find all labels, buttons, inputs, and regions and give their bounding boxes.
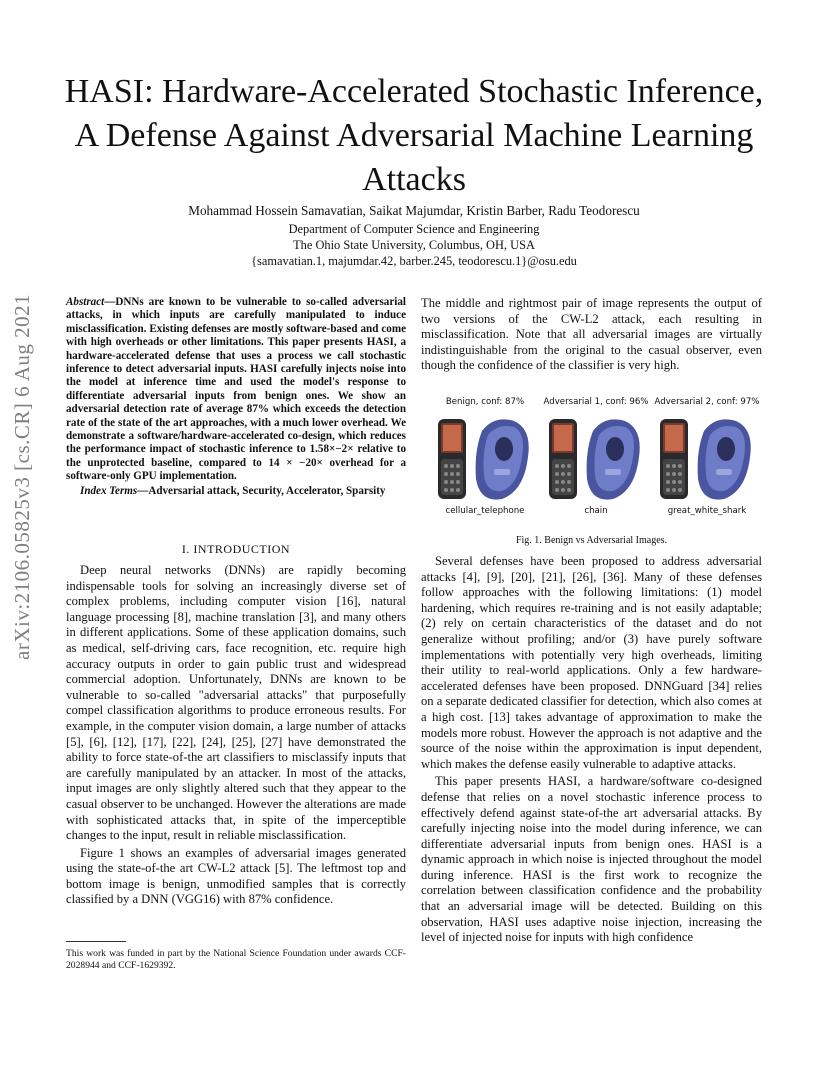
right-column-body xyxy=(421,554,762,946)
panel-top-label: Benign, conf: 87% xyxy=(445,397,525,407)
title-line-2: A Defense Against Adversarial Machine Learning xyxy=(74,117,754,154)
title-line-1: HASI: Hardware-Accelerated Stochastic Inference, xyxy=(64,73,764,110)
title-line-3: Attacks xyxy=(362,161,466,198)
affiliation-department: Department of Computer Science and Engineering xyxy=(288,222,540,236)
panel-bottom-label: cellular_telephone xyxy=(445,506,525,516)
right-paragraph-2: Several defenses have been proposed to address adversarial attacks [4], [9], [20], [21], [26], [36]. Many of these defenses follow approaches with the following limitations: (1) model hardening, which requires re-training and is not easily adaptable; (2) rely on certain characteristics of the dataset and do not generalize without profiling; and/or (3) have purely software implementations with potentially very high overheads, limiting their utility to real-world applications. Only a few hardware-accelerated defenses have been proposed. DNNGuard [34] relies on a separate dedicated classifier for detection, which also comes at a high cost. [13] takes advantage of approximation to make the models more robust. However the approach is not adaptive and the source of the noise within the approximation is input dependent, which makes the defense easily vulnerable to adaptive attacks. xyxy=(421,554,762,771)
author-emails: {samavatian.1, majumdar.42, barber.245, teodorescu.1}@osu.edu xyxy=(251,254,577,268)
panel-bottom-label: chain xyxy=(584,506,608,516)
footnote-rule xyxy=(66,941,126,942)
author-list: Mohammad Hossein Samavatian, Saikat Majumdar, Kristin Barber, Radu Teodorescu xyxy=(188,203,640,218)
section-heading-introduction: I. INTRODUCTION xyxy=(181,542,291,556)
paper-title xyxy=(40,70,788,202)
panel-top-label: Adversarial 1, conf: 96% xyxy=(543,397,649,407)
index-terms-text: —Adversarial attack, Security, Accelerator, Sparsity xyxy=(137,484,386,497)
phone-image xyxy=(654,411,760,505)
introduction-body xyxy=(66,563,406,908)
panel-top-label: Adversarial 2, conf: 97% xyxy=(654,397,760,407)
figure-panel-benign xyxy=(430,394,540,519)
intro-paragraph-2: Figure 1 shows an examples of adversarial images generated using the state-of-the art CW-L2 attack [5]. The leftmost top and bottom image is benign, unmodified samples that is correctly classified by a DNN (VGG16) with 87% confidence. xyxy=(66,845,406,907)
phone-image xyxy=(543,411,649,505)
affiliation-university: The Ohio State University, Columbus, OH, USA xyxy=(293,238,535,252)
intro-paragraph-1: Deep neural networks (DNNs) are rapidly becoming indispensable tools for solving an increasingly diverse set of complex problems, including computer vision [16], natural language processing [8], machine translation [3], and many others in different applications. Some of these application domains, such as medical, self-driving cars, face recognition, etc. require high accuracy outputs in order to gain public trust and widespread commercial adoption. Unfortunately, DNNs are known to be vulnerable to so-called "adversarial attacks" that purposefully compel classification algorithms to produce erroneous results. For example, in the computer vision domain, a large number of attacks [5], [6], [12], [17], [22], [24], [25], [27] have demonstrated the ability to force state-of-the art classifiers to misclassify inputs that are carefully manipulated by an attacker. In most of the attacks, input images are only slightly altered such that they appear to the casual observer to be unchanged. However the alterations are made with sophisticated attacks that, in spite of the imperceptible changes to the input, result in reliable misclassification. xyxy=(66,563,406,843)
figure-panel-adversarial-2 xyxy=(652,394,762,519)
funding-footnote: This work was funded in part by the National Science Foundation under awards CCF-2028944 and CCF-1629392. xyxy=(66,948,406,971)
abstract-text: —DNNs are known to be vulnerable to so-called adversarial attacks, in which inputs are carefully manipulated to induce misclassification. Existing defenses are mostly software-based and come with high overheads or other limitations. This paper presents HASI, a hardware-accelerated defense that uses a process we call stochastic inference to detect adversarial inputs. HASI carefully injects noise into the model at inference time and used the model's response to differentiate adversarial inputs from benign ones. We show an adversarial detection rate of average 87% which exceeds the detection rate of the state of the art approaches, with a much lower overhead. We demonstrate a software/hardware-accelerated co-design, which reduces the performance impact of stochastic inference to 1.58×−2× relative to the unprotected baseline, compared to 14 × −20× overhead for a software-only GPU implementation. xyxy=(66,296,406,483)
right-paragraph-1: The middle and rightmost pair of image represents the output of two versions of the CW-L2 attack, each resulting in misclassification. Note that all adversarial images are virtually indistinguishable from the original to the casual observer, even though the confidence of the classifier is very high. xyxy=(421,296,762,373)
figure-panel-adversarial-1 xyxy=(541,394,651,519)
phone-image xyxy=(432,411,538,505)
index-terms-label: Index Terms xyxy=(80,484,138,497)
figure-1-caption: Fig. 1. Benign vs Adversarial Images. xyxy=(515,535,668,546)
figure-1 xyxy=(430,394,762,519)
panel-bottom-label: great_white_shark xyxy=(667,506,747,516)
right-paragraph-3: This paper presents HASI, a hardware/software co-designed defense that relies on a novel stochastic inference process to effectively defend against state-of-the art adversarial attacks. By carefully injecting noise into the model during inference, we can differentiate adversarial inputs from benign ones. HASI is a dynamic approach in which noise is injected throughout the model during inference. HASI is the first work to recognize the correlation between classification confidence and the probability that an adversarial image will be detected. Building on this observation, HASI uses adaptive noise injection, increasing the level of injected noise for inputs with high confidence xyxy=(421,774,762,945)
index-terms xyxy=(66,485,406,498)
abstract-label: Abstract xyxy=(66,296,105,308)
arxiv-watermark: arXiv:2106.05825v3 [cs.CR] 6 Aug 2021 xyxy=(10,293,34,660)
abstract xyxy=(66,296,406,498)
